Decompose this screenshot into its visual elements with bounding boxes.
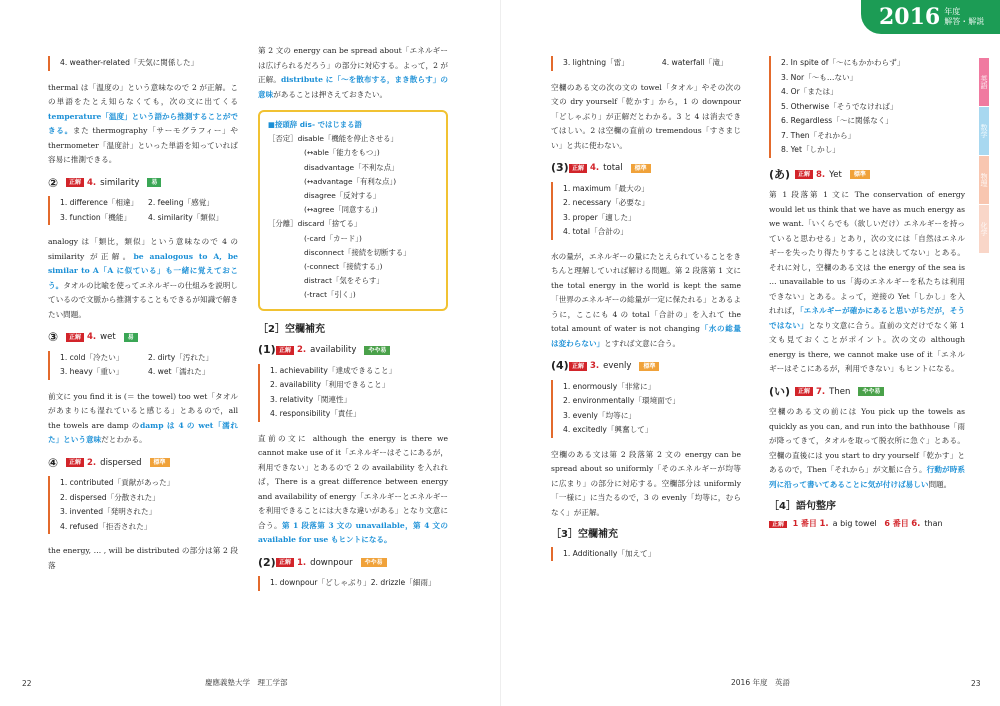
option-list: [551, 182, 741, 240]
page-number: 23: [971, 679, 981, 688]
answer-tag: 正解: [66, 458, 84, 467]
option-item: 8. Yet「しかし」: [781, 145, 840, 154]
answer-number: 4.: [87, 332, 97, 342]
answer-word: dispersed: [100, 457, 142, 468]
tab-english[interactable]: 英語: [979, 58, 989, 106]
year-sub2: 解答・解説: [944, 17, 985, 26]
question-number: ③: [48, 330, 59, 344]
option-row: 3. function「機能」 4. similarity「類似」: [60, 212, 224, 222]
answer-tag: 正解: [276, 558, 294, 567]
highlight-text: distribute に「～を散布する，まき散らす」の意味: [258, 75, 448, 99]
difficulty-badge: やや易: [858, 387, 884, 396]
section-title: ［3］空欄補充: [551, 529, 618, 540]
difficulty-badge: 標準: [150, 458, 170, 467]
question-number: (4): [551, 359, 569, 372]
option-item: 5. Otherwise「そうでなければ」: [781, 101, 898, 111]
option-list: [551, 547, 741, 562]
question-header: [769, 385, 965, 400]
option-item: 1. maximum「最大の」: [563, 183, 649, 193]
option-item: 7. Then「それから」: [781, 130, 856, 140]
answer-word: evenly: [603, 361, 632, 371]
explanation-paragraph: 第 2 文の energy can be spread about「エネルギーは広げられるだろう」の部分に対応する。よって，2 が正解。distribute に「～を散布する，まき散らす」の意味があることは押さえておきたい。: [258, 46, 448, 99]
option-list: [48, 351, 238, 380]
option-item: 4. total「合計の」: [563, 227, 628, 236]
option-list: [551, 56, 741, 71]
difficulty-badge: やや易: [364, 346, 390, 355]
answer-tag: 正解: [66, 333, 84, 342]
answer-tag: 正解: [276, 346, 294, 355]
explanation-paragraph: thermal は「温度の」という意味なので 2 が正解。この単語をたとえ知らなくても，次の文に出てくるtemperature「温度」という語から推測することができる。また thermography「サーモグラフィー」や thermometer「温度計」といった単語を知っていれば容易に推測できる。: [48, 82, 238, 164]
highlight-text: be analogous to A, be similar to A「A に似ている」も一緒に覚えておこう。: [48, 251, 238, 290]
year-label: 2016: [879, 4, 941, 30]
answer-word: total: [603, 163, 623, 173]
highlight-text: 「エネルギーが確かにあると思いがちだが，そうではない」: [769, 306, 966, 330]
option-list: [551, 380, 741, 438]
explanation-paragraph: 第 1 段落第 1 文に The conservation of energy would let us think that we have as much energy as we want.「いくらでも（欲しいだけ）エネルギーを持っていると思わせる」とあり，次の文には「自然はエネルギーを失ったり得たりすることは決してない」とある。それに対し，空欄のある文は the energy of the sea is … unavailable to us「海のエネルギーを私たちは利用できない」とある。よって，逆接の Yet「しかし」を入れれば，「エネルギーが確かにあると思いがちだが，そうではない」となり文意に合う。直前の文だけでなく第 1 文も見ておくことがポイント。次の文の although energy is there, we cannot make use of it「エネルギーはそこにあるが，利用できない」もヒントになる。: [769, 190, 966, 373]
answer-tag: 正解: [769, 521, 787, 528]
option-item: 2. environmentally「環境面で」: [563, 396, 680, 405]
option-list: [48, 196, 238, 225]
option-item: 4. refused「拒否された」: [60, 521, 152, 531]
answer-number: 7.: [816, 386, 826, 397]
option-row: 1. downpour「どしゃぶり」 2. drizzle「細雨」: [270, 578, 436, 588]
section-title: ［2］空欄補充: [258, 323, 325, 335]
option-list: [48, 56, 238, 71]
page-number: 22: [22, 679, 32, 688]
question-number: ④: [48, 455, 59, 470]
box-title: ■接頭辞 dis- ではじまる語: [268, 120, 362, 129]
tab-math[interactable]: 数学: [979, 107, 989, 155]
option-item: 2. dispersed「分散された」: [60, 492, 160, 502]
answer-word: Yet: [829, 169, 842, 180]
difficulty-badge: 標準: [631, 164, 651, 173]
explanation-paragraph: 水の量が，エネルギーの量にたとえられていることをきちんと理解していれば解ける問題。第 2 段落第 1 文に the total energy in the world is kept the same「世界のエネルギーの総量が一定に保たれる」とあるように，ここにも 4 の total「合計の」を入れて the total amount of water is not changing「水の総量は変わらない」とすれば文意に合う。: [551, 251, 742, 348]
explanation-paragraph: 空欄のある文は第 2 段落第 2 文の energy can be spread about so uniformly「そのエネルギーが均等に広まり」の部分に対応する。空欄部分は uniformly「一様に」に当たるので，3 の evenly「均等に，むらなく」が正解。: [551, 449, 741, 517]
question-header: [258, 556, 448, 571]
answer-tag: 正解: [795, 170, 813, 179]
answer-tag: 正解: [569, 362, 587, 371]
explanation-paragraph: 直前の文に although the energy is there we cannot make use of it「エネルギーはそこにあるが，利用できない」とあるので 2 の availability を入れれば，There is a great difference between energy and availability of energy「エネルギーとエネルギーを利用できることには大きな違いがある」となり文意に合う。第 1 段落第 3 文の unavailable，第 4 文の available for use もヒントになる。: [258, 433, 448, 545]
option-row: 1. difference「相違」 2. feeling「感覚」: [60, 198, 214, 207]
answer-tag: 正解: [569, 164, 587, 173]
question-header: [551, 359, 741, 374]
option-item: 3. Nor「～も…ない」: [781, 72, 858, 82]
year-header: [861, 0, 1000, 34]
option-item: 1. Additionally「加えて」: [563, 548, 656, 558]
highlight-text: 「水の総量は変わらない」: [551, 324, 742, 348]
year-sub1: 年度: [944, 7, 961, 16]
option-item: 3. invented「発明された」: [60, 507, 157, 516]
answer-number: 4.: [87, 177, 97, 188]
tab-physics[interactable]: 物理: [979, 156, 989, 204]
column-2: [258, 38, 448, 601]
difficulty-badge: 易: [124, 333, 138, 342]
answer-word: wet: [100, 332, 116, 342]
difficulty-badge: 標準: [639, 362, 659, 371]
option-item: 3. relativity「関連性」: [270, 394, 352, 404]
option-item: 4. responsibility「責任」: [270, 409, 361, 419]
answer-number: 3.: [590, 361, 600, 371]
question-header: [769, 168, 965, 183]
explanation-paragraph: analogy は「類比，類似」という意味なので 4 の similarity が正解。be analogous to A, be similar to A「A に似ている」も一緒に覚えておこう。タオルの比喩を使ってエネルギーの仕組みを説明しているので文脈から推測することもできるが知識で解きたい問題。: [48, 237, 238, 319]
tab-chemistry[interactable]: 化学: [979, 205, 989, 253]
right-page: [500, 0, 1000, 706]
explanation-paragraph: the energy, … , will be distributed の部分は第 2 段落: [48, 546, 238, 570]
answer-word: availability: [310, 345, 357, 356]
option-list: [258, 364, 448, 422]
question-number: ②: [48, 175, 59, 190]
footer-title: 2016 年度 英語: [731, 678, 790, 687]
option-item: 3. evenly「均等に」: [563, 410, 636, 420]
option-list: [769, 56, 965, 158]
question-number: (1): [258, 343, 276, 357]
highlight-text: 第 1 段落第 3 文の unavailable，第 4 文の available for use もヒントになる。: [258, 520, 448, 545]
highlight-text: damp は 4 の wet「濡れた」という意味: [48, 420, 239, 444]
option-item: 1. contributed「貢献があった」: [60, 478, 175, 487]
answer-word: Then: [829, 386, 851, 397]
question-number: (2): [258, 555, 276, 569]
question-header: [48, 456, 238, 471]
section-title: ［4］語句整序: [769, 501, 836, 512]
answer-number: 1.: [297, 557, 307, 568]
question-number: (あ): [769, 167, 791, 181]
option-item: 4. excitedly「興奮して」: [563, 425, 653, 434]
answer-number: 8.: [816, 169, 826, 180]
column-4: [769, 52, 965, 531]
option-row: 1. cold「冷たい」 2. dirty「汚れた」: [60, 352, 214, 362]
column-1: [48, 52, 238, 581]
column-3: [551, 52, 741, 571]
explanation-paragraph: 前文に you find it is (＝ the towel) too wet「タオルがあまりにも湿れていると感じる」とあるので，all the towels are damp のdamp は 4 の wet「濡れた」という意味だとわかる。: [48, 391, 239, 444]
answer-number: 4.: [590, 163, 600, 173]
answer-tag: 正解: [66, 178, 84, 187]
option-item: 2. In spite of「～にもかかわらず」: [781, 58, 905, 67]
option-item: 3. proper「適した」: [563, 212, 636, 222]
explanation-paragraph: 空欄のある文の前には You pick up the towels as quickly as you can, and run into the bathhouse「雨が降ってきて，タオルを取って脱衣所に急ぐ」とある。空欄の直後には you start to dry yourself「乾かす」とあるので，Then「それから」が文脈に合う。行動が時系列に沿って書いてあることに気が付けば易しい問題。: [769, 407, 965, 489]
option-row: 3. heavy「重い」 4. wet「濡れた」: [60, 367, 210, 376]
footer-school: 慶應義塾大学 理工学部: [205, 678, 288, 687]
difficulty-badge: 易: [147, 178, 161, 187]
answer-word: downpour: [310, 557, 353, 568]
ordering-answer: 正解 1 番目 1. a big towel 6 番目 6. than: [769, 517, 965, 532]
question-number: (3): [551, 161, 569, 174]
option-item: 2. availability「利用できること」: [270, 380, 390, 390]
question-header: [551, 161, 741, 176]
highlight-text: 行動が時系列に沿って書いてあることに気が付けば易しい: [769, 465, 965, 489]
answer-tag: 正解: [795, 387, 813, 396]
option-item: 2. necessary「必要な」: [563, 198, 650, 207]
option-item: 6. Regardless「～に関係なく」: [781, 116, 893, 125]
difficulty-badge: やや易: [361, 558, 387, 567]
answer-number: 2.: [297, 345, 307, 356]
option-item: 1. enormously「非常に」: [563, 381, 656, 391]
question-header: [48, 176, 238, 191]
vocabulary-box: ■接頭辞 dis- ではじまる語 ［否定］disable「機能を停止させる」 (↔able「能力をもつ」) disadvantage「不利な点」 (↔advantage「有利な点」) disagree「反対する」 (↔agree「同意する」) ［分離］discard「捨てる」 (-card「カード」) disconnect「接続を切断する」 (-connect「接続する」) distract「気をそらす」 (-tract「引く」): [258, 110, 448, 311]
explanation-paragraph: 空欄のある文の次の文の towel「タオル」やその次の文の dry yourself「乾かす」から，1 の downpour「どしゃぶり」が正解だとわかる。3 と 4 は消去できてはしい。2 は空欄の直前の tremendous「すさまじい」と共に使わない。: [551, 82, 741, 150]
highlight-text: temperature「温度」という語から推測することができる。: [48, 111, 238, 135]
option-item: 4. weather-related「天気に関係した」: [60, 58, 199, 67]
option-item: 1. achievability「達成できること」: [270, 365, 397, 375]
question-header: [48, 330, 238, 345]
answer-word: similarity: [100, 177, 140, 188]
question-number: (い): [769, 384, 791, 398]
option-item: 4. Or「または」: [781, 87, 838, 96]
subject-tabs: [979, 58, 1000, 254]
option-row: 3. lightning「雷」 4. waterfall「滝」: [563, 58, 728, 67]
answer-number: 2.: [87, 457, 97, 468]
difficulty-badge: 標準: [850, 170, 870, 179]
question-header: [258, 343, 448, 358]
option-list: [258, 576, 448, 591]
option-list: [48, 476, 238, 534]
